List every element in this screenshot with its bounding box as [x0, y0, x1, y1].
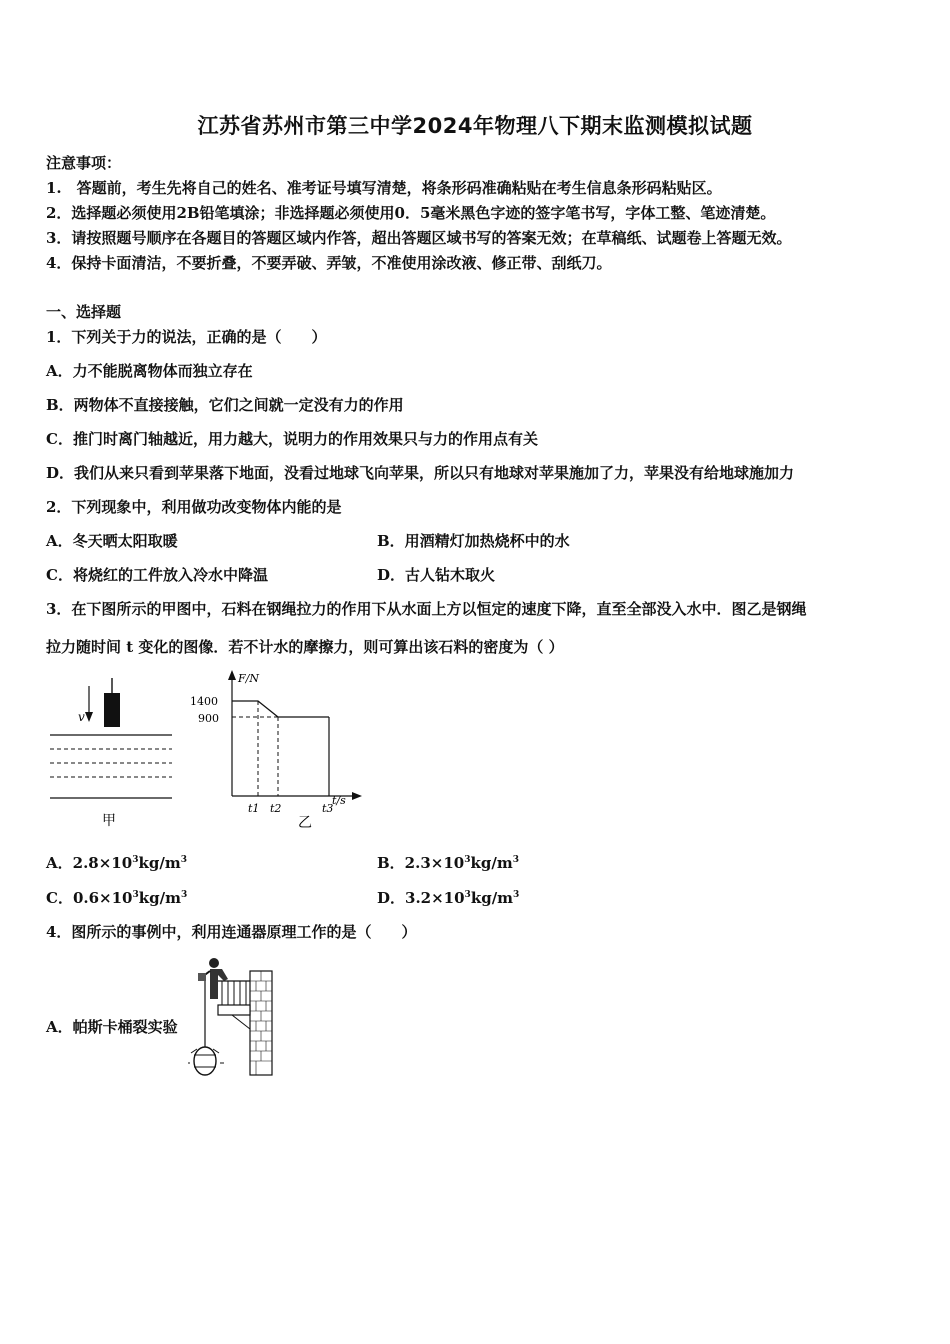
- q3-option-a: A．$2.8\times 10^3kg/m^3$: [46, 854, 187, 872]
- x-tick-t3: t3: [322, 802, 334, 815]
- y-tick-900: 900: [198, 712, 219, 725]
- q3-stem-line2: 拉力随时间 t 变化的图像．若不计水的摩擦力，则可算出该石料的密度为（ ）: [46, 638, 564, 656]
- q3-option-d: D．$3.2\times 10^3kg/m^3$: [377, 889, 520, 907]
- balcony: [218, 981, 250, 1029]
- section-heading: 一、选择题: [46, 303, 122, 321]
- note-item-2: 2．选择题必须使用2B铅笔填涂；非选择题必须使用0．5毫米黑色字迹的签字笔书写，字体工整、笔迹清楚。: [46, 204, 776, 222]
- brick-wall: [250, 971, 272, 1075]
- q4-option-a: A．帕斯卡桶裂实验: [46, 1018, 178, 1036]
- q3-stem-line1: 3．在下图所示的甲图中，石料在钢绳拉力的作用下从水面上方以恒定的速度下降，直至全部没入水中．图乙是钢绳: [46, 600, 807, 618]
- notes-heading: 注意事项：: [46, 154, 122, 172]
- q2-stem: 2．下列现象中，利用做功改变物体内能的是: [46, 498, 342, 516]
- q1-stem: 1．下列关于力的说法，正确的是（ ）: [46, 328, 327, 346]
- q1-option-a: A．力不能脱离物体而独立存在: [46, 362, 253, 380]
- figure-jia: [46, 668, 176, 833]
- barrel: [188, 1047, 224, 1075]
- q2-option-c: C．将烧红的工件放入冷水中降温: [46, 566, 268, 584]
- pascal-barrel-illustration: [188, 955, 278, 1080]
- velocity-label: v: [78, 710, 85, 724]
- q2-option-b: B．用酒精灯加热烧杯中的水: [377, 532, 570, 550]
- x-tick-t2: t2: [270, 802, 282, 815]
- q2-option-d: D．古人钻木取火: [377, 566, 496, 584]
- x-axis-label: t/s: [332, 794, 346, 807]
- q1-option-d: D．我们从来只看到苹果落下地面，没看过地球飞向苹果，所以只有地球对苹果施加了力，苹果没有给地球施加力: [46, 464, 795, 482]
- figure-yi-chart: [186, 664, 366, 834]
- series-f-line: [232, 701, 329, 717]
- q4-stem: 4．图所示的事例中，利用连通器原理工作的是（ ）: [46, 923, 417, 941]
- stone-block: [104, 693, 120, 727]
- note-item-3: 3．请按照题号顺序在各题目的答题区域内作答，超出答题区域书写的答案无效；在草稿纸、试题卷上答题无效。: [46, 229, 792, 247]
- figure-yi-label: 乙: [298, 815, 312, 831]
- x-tick-t1: t1: [248, 802, 260, 815]
- figure-jia-label: 甲: [102, 813, 116, 829]
- note-item-1: 1. 答题前，考生先将自己的姓名、准考证号填写清楚，将条形码准确粘贴在考生信息条形码粘贴区。: [46, 179, 722, 197]
- page-title: 江苏省苏州市第三中学2024年物理八下期末监测模拟试题: [197, 114, 753, 138]
- q1-option-b: B．两物体不直接接触，它们之间就一定没有力的作用: [46, 396, 404, 414]
- y-axis-label: F/N: [238, 672, 259, 685]
- q3-option-c: C．$0.6\times 10^3kg/m^3$: [46, 889, 188, 907]
- q2-option-a: A．冬天晒太阳取暖: [46, 532, 178, 550]
- q1-option-c: C．推门时离门轴越近，用力越大，说明力的作用效果只与力的作用点有关: [46, 430, 538, 448]
- y-tick-1400: 1400: [190, 695, 218, 708]
- note-item-4: 4．保持卡面清洁，不要折叠，不要弄破、弄皱，不准使用涂改液、修正带、刮纸刀。: [46, 254, 612, 272]
- q3-option-b: B．$2.3\times 10^3kg/m^3$: [377, 854, 519, 872]
- person: [198, 958, 228, 999]
